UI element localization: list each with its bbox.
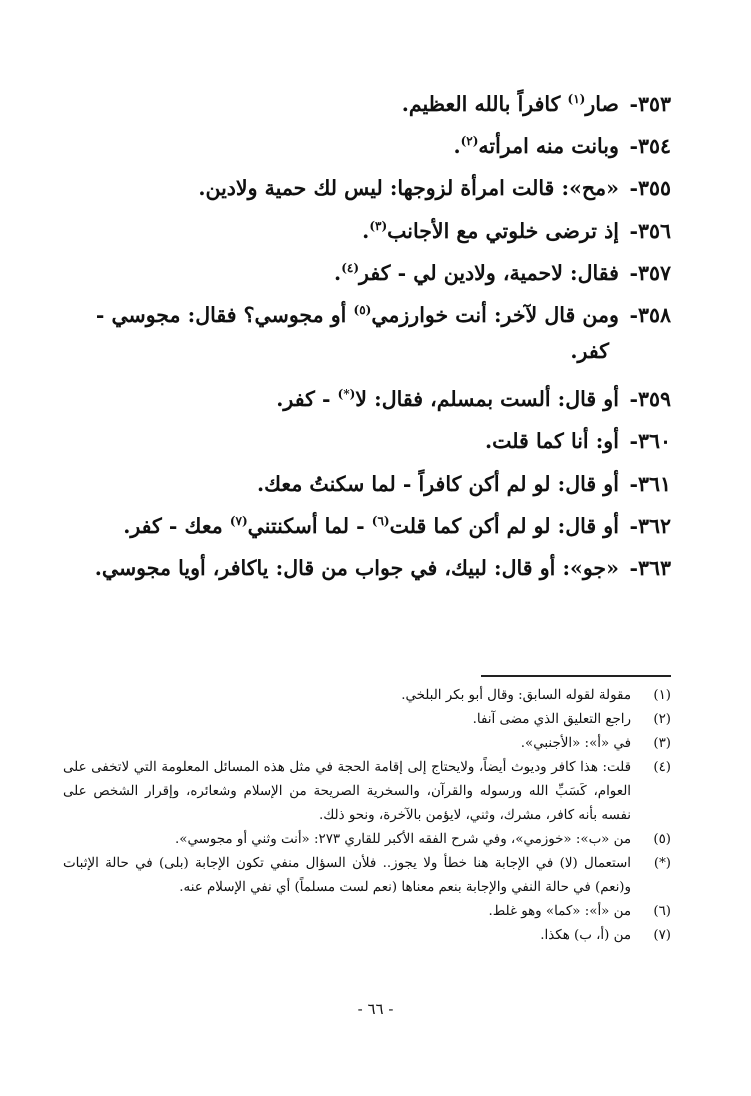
entry-text: وبانت منه امرأته$^{(٢)}$. (453, 134, 619, 159)
entry-361 (75, 464, 671, 504)
entry-360 (75, 421, 671, 461)
footnote-number: (٦) (653, 904, 671, 919)
footnote-number: (٢) (653, 712, 671, 727)
footnote-separator (481, 675, 671, 677)
entry-number: ٣٥٥- (629, 176, 671, 201)
footnote-ref: (٧) (229, 513, 248, 528)
entry-359 (75, 379, 671, 419)
footnote-number: (١) (653, 688, 671, 703)
entry-356 (75, 211, 671, 251)
footnote-number: (٥) (653, 832, 671, 847)
footnote (63, 708, 671, 732)
entry-text: ومن قال لآخر: أنت خوارزمي$^{(٥)}$ أو مجوسي؟ فقال: مجوسي - (95, 302, 619, 327)
footnote-text: في «أ»: «الأجنبي». (520, 736, 631, 751)
entry-number: ٣٦٣- (629, 555, 671, 580)
entry-text: صار$^{(١)}$ كافراً بالله العظيم. (401, 92, 619, 116)
footnote-ref: (٢) (460, 134, 479, 149)
entry-text: أو قال: لو لم أكن كما قلت$^{(٦)}$ - لما أسكنتني$^{(٧)}$ معك - كفر. (123, 513, 619, 538)
footnote-text: من «ب»: «خوزمي»، وفي شرح الفقه الأكبر للقاري ٢٧٣: «أنت وثني أو مجوسي». (175, 832, 631, 847)
entry-text: فقال: لاحمية، ولادين لي - كفر$^{(٤)}$. (334, 260, 619, 285)
footnote (63, 732, 671, 756)
entry-number: ٣٦٠- (629, 429, 671, 454)
footnote (63, 756, 671, 828)
entry-number: ٣٥٨- (629, 302, 671, 327)
entry-number: ٣٥٦- (629, 218, 671, 243)
footnote-text: مقولة لقوله السابق: وقال أبو بكر البلخي. (401, 688, 631, 703)
footnote-text: من «أ»: «كما» وهو غلط. (488, 904, 631, 919)
footnote (63, 924, 671, 948)
main-text (75, 84, 671, 590)
entry-text: «مح»: قالت امرأة لزوجها: ليس لك حمية ولادين. (198, 176, 619, 201)
entry-355 (75, 168, 671, 208)
entry-number: ٣٥٣- (629, 92, 671, 116)
footnote-ref: (٤) (341, 260, 360, 275)
footnote (63, 828, 671, 852)
footnote-ref: (٥) (353, 303, 372, 318)
entry-number: ٣٥٧- (629, 260, 671, 285)
entry-text: إذ ترضى خلوتي مع الأجانب$^{(٣)}$. (362, 218, 619, 243)
entry-353 (75, 84, 671, 124)
entry-number: ٣٦٢- (629, 513, 671, 538)
entry-number: ٣٥٤- (629, 134, 671, 159)
entry-text: أو قال: لو لم أكن كافراً - لما سكنتُ معك. (257, 471, 619, 496)
entry-362 (75, 506, 671, 546)
footnote-ref: (٦) (371, 513, 390, 528)
page-number: - ٦٦ - (357, 1000, 394, 1018)
footnote-text: راجع التعليق الذي مضى آنفا. (472, 712, 631, 727)
entry-number: ٣٥٩- (629, 387, 671, 412)
entry-357 (75, 253, 671, 293)
footnote (63, 852, 671, 900)
entry-354 (75, 126, 671, 166)
entry-358 (75, 295, 671, 335)
footnote-number: (*) (653, 856, 671, 871)
footnote-ref: (١) (567, 92, 586, 107)
entry-358-continuation: كفر. (570, 339, 609, 364)
footnote-ref: (٣) (369, 218, 388, 233)
entry-363 (75, 548, 671, 588)
footnote-ref: (*) (337, 387, 356, 402)
footnote-text: قلت: هذا كافر وديوث أيضاً، ولايحتاج إلى إقامة الحجة في مثل هذه المسائل المعلومة التي لاتخفى على العوام، كَسَبِّ الله ورسوله والقرآن، والسخرية الصريحة من الإسلام وشعائره، وإقرار الشخص على نفسه بأنه كافر، مشرك، وثني، لايؤمن بالآخرة، ونحو ذلك. (63, 760, 631, 823)
entry-number: ٣٦١- (629, 471, 671, 496)
footnote-text: من (أ، ب) هكذا. (540, 928, 631, 943)
footnote (63, 900, 671, 924)
footnote-number: (٣) (653, 736, 671, 751)
entry-text: أو قال: ألست بمسلم، فقال: لا(*) - كفر. (276, 387, 619, 412)
footnote-text: استعمال (لا) في الإجابة هنا خطأ ولا يجوز.. فلأن السؤال منفي تكون الإجابة (بلى) في حالة الإثبات و(نعم) في حالة النفي والإجابة بنعم معناها (نعم لست مسلماً) أي نفي الإسلام عنه. (63, 856, 631, 895)
entry-text: أو: أنا كما قلت. (484, 429, 619, 454)
footnote (63, 684, 671, 708)
footnote-number: (٤) (653, 760, 671, 775)
entry-text: «جو»: أو قال: لبيك، في جواب من قال: ياكافر، أويا مجوسي. (94, 555, 619, 580)
footnotes (63, 684, 671, 948)
footnote-number: (٧) (653, 928, 671, 943)
